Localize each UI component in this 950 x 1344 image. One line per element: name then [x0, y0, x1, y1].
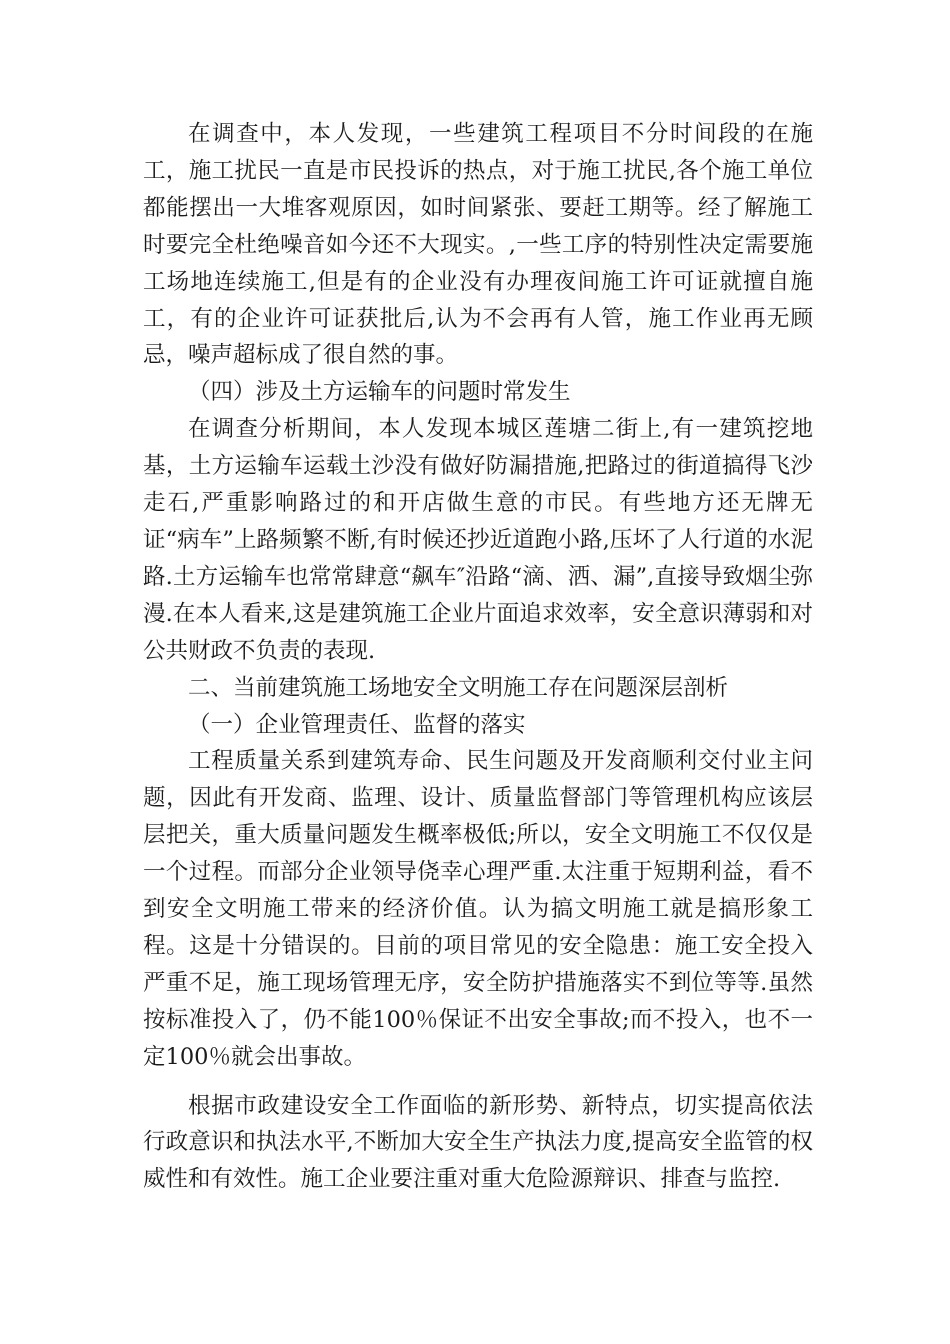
paragraph-municipal-safety: 根据市政建设安全工作面临的新形势、新特点，切实提高依法行政意识和执法水平,不断加大安全生产执法力度,提高安全监管的权威性和有效性。施工企业要注重对重大危险源辩识、排查与监控. — [143, 1092, 813, 1193]
paragraph-noise-disturbance: 在调查中，本人发现，一些建筑工程项目不分时间段的在施工，施工扰民一直是市民投诉的热点，对于施工扰民,各个施工单位都能摆出一大堆客观原因，如时间紧张、要赶工期等。经了解施工时要完全杜绝噪音如今还不大现实。,一些工序的特别性决定需要施工场地连续施工,但是有的企业没有办理夜间施工许可证就擅自施工，有的企业许可证获批后,认为不会再有人管，施工作业再无顾忌，噪声超标成了很自然的事。 — [143, 121, 813, 369]
document-body — [143, 116, 813, 1198]
heading-management-responsibility: （一）企业管理责任、监督的落实 — [188, 711, 526, 738]
paragraph-earthwork-trucks: 在调查分析期间，本人发现本城区莲塘二街上,有一建筑挖地基，土方运输车运载土沙没有做好防漏措施,把路过的街道搞得飞沙走石,严重影响路过的和开店做生意的市民。有些地方还无牌无证“病车”上路频繁不断,有时候还抄近道跑小路,压坏了人行道的水泥路.土方运输车也常常肆意“飙车″沿路“滴、洒、漏”,直接导致烟尘弥漫.在本人看来,这是建筑施工企业片面追求效率，安全意识薄弱和对公共财政不负责的表现. — [143, 416, 813, 664]
heading-earthwork-trucks: （四）涉及土方运输车的问题时常发生 — [188, 379, 571, 406]
heading-section-two: 二、当前建筑施工场地安全文明施工存在问题深层剖析 — [188, 674, 729, 701]
paragraph-engineering-quality: 工程质量关系到建筑寿命、民生问题及开发商顺利交付业主问题，因此有开发商、监理、设计、质量监督部门等管理机构应该层层把关，重大质量问题发生概率极低;所以，安全文明施工不仅仅是一个过程。而部分企业领导侥幸心理严重.太注重于短期利益，看不到安全文明施工带来的经济价值。认为搞文明施工就是搞形象工程。这是十分错误的。目前的项目常见的安全隐患：施工安全投入严重不足，施工现场管理无序，安全防护措施落实不到位等等.虽然按标准投入了，仍不能100％保证不出安全事故;而不投入，也不一定100％就会出事故。 — [143, 748, 813, 1070]
